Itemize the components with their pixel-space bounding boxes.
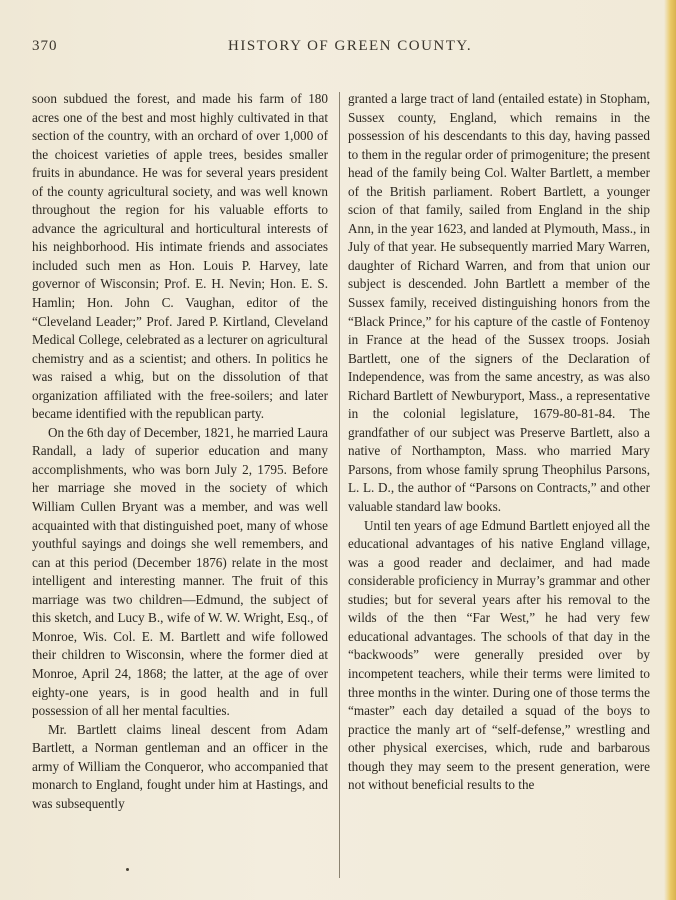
running-head: HISTORY OF GREEN COUNTY. <box>228 38 473 54</box>
paragraph-left-3: Mr. Bartlett claims lineal descent from Adam Bartlett, a Norman gentleman and an officer in the army of William the Conqueror, who accompanied that monarch to England, fought under him at Hastings, and was subsequently <box>32 721 328 811</box>
column-divider <box>339 92 340 878</box>
page-number: 370 <box>32 38 58 54</box>
paragraph-left-1: soon subdued the forest, and made his farm of 180 acres one of the best and most highly cultivated in that section of the country, with an orchard of over 1,000 of the choicest varieties of apple trees, besides smaller fruits in abundance. He was for several years president of the county agricultural society, and was well known throughout the region for his valuable efforts to advance the agricultural and horticultural interests of his neighborhood. His intimate friends and associates included such men as Hon. Louis P. Harvey, late governor of Wisconsin; Prof. E. H. Nevin; Hon. E. S. Hamlin; Hon. John C. Vaughan, editor of the “Cleveland Leader;” Prof. Jared P. Kirtland, Cleveland Medical College, celebrated as a lecturer on agricultural chemistry and as a scientist; and others. In politics he was raised a whig, but on the dissolution of that organization affiliated with the free-soilers; and later became identified with the republican party. <box>32 91 328 422</box>
paragraph-left-2: On the 6th day of December, 1821, he married Laura Randall, a lady of superior education and many accomplishments, who was born July 2, 1795. Before her marriage she moved in the society of which William Cullen Bryant was a member, and was well acquainted with that distinguished poet, many of whose youthful sayings and doings she well remembers, and can at this period (December 1876) relate in the most intelligent and interesting manner. The fruit of this marriage was two children—Edmund, the subject of this sketch, and Lucy B., wife of W. W. Wright, Esq., of Monroe, Wis. Col. E. M. Bartlett and wife followed their children to Wisconsin, where the former died at Monroe, April 24, 1868; the latter, at the age of over eighty-one years, is in good health and in full possession of all her mental faculties. <box>32 424 328 719</box>
paragraph-right-2: Until ten years of age Edmund Bartlett enjoyed all the educational advantages of his native England village, was a good reader and declaimer, and had made considerable proficiency in Murray’s grammar and other studies; but for several years after his removal to the wilds of the then “Far West,” he had very few educational advantages. The schools of that day in the “backwoods” were generally presided over by incompetent teachers, while their terms were limited to three months in the winter. During one of those terms the “master” each day detailed a squad of the boys to practice the manly art of “self-defense,” wrestling and other physical exercises, which, rude and barbarous though they may seem to the present generation, were not without beneficial results to the <box>348 517 650 793</box>
paragraph-right-1: granted a large tract of land (entailed estate) in Stopham, Sussex county, England, which remains in the possession of his descendants to this day, having passed to them in the regular order of primogeniture; the present head of the family being Col. Walter Bartlett, a member of the British parliament. Robert Bartlett, a younger scion of that family, sailed from England in the ship Ann, in the year 1623, and landed at Plymouth, Mass., in July of that year. He subsequently married Mary Warren, daughter of Richard Warren, and from that union our subject is descended. John Bartlett a member of the Sussex family, received distinguishing honors from the “Black Prince,” for his capture of the castle of Fontenoy in France at the head of the Sussex troops. Josiah Bartlett, one of the signers of the Declaration of Independence, was from the same ancestry, as was also Richard Bartlett of Newburyport, Mass., a representative in the colonial legislature, 1679-80-81-84. The grandfather of our subject was Preserve Bartlett, also a native of Northampton, Mass. who married Mary Parsons, from whose family sprung Theophilus Parsons, L. L. D., the author of “Parsons on Contracts,” and other valuable standard law books. <box>348 91 650 515</box>
page-edge <box>664 0 676 900</box>
ink-speck <box>126 868 129 871</box>
left-column <box>32 90 328 813</box>
right-column <box>348 90 650 795</box>
